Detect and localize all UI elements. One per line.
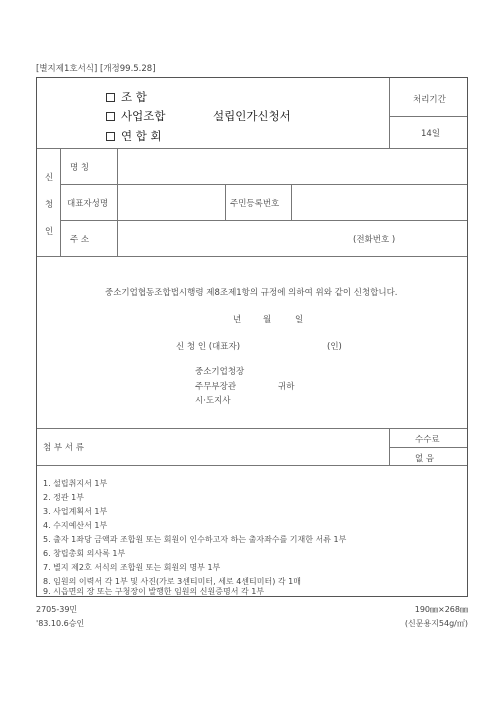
divider bbox=[37, 428, 467, 429]
attachment-item: 2. 정관 1부 bbox=[43, 493, 84, 502]
representative-label: 대표자성명 bbox=[67, 199, 109, 209]
form-title: 설립인가신청서 bbox=[213, 109, 291, 123]
checkbox[interactable] bbox=[106, 112, 115, 121]
divider bbox=[37, 465, 467, 466]
divider bbox=[60, 220, 467, 221]
footer-approval: '83.10.6승인 bbox=[36, 619, 85, 628]
footer-paper-type: (신문용지54g/㎡) bbox=[404, 619, 468, 628]
addressee-sme-administrator: 중소기업청장 bbox=[195, 367, 245, 377]
applicant-side-char: 인 bbox=[45, 227, 54, 237]
divider bbox=[291, 184, 292, 220]
checkbox[interactable] bbox=[106, 132, 115, 141]
divider bbox=[37, 148, 467, 149]
date-month-label: 월 bbox=[263, 315, 272, 325]
statement-text: 중소기업협동조합법시행령 제8조제1항의 규정에 의하여 위와 같이 신청합니다. bbox=[105, 288, 398, 298]
resident-id-field[interactable] bbox=[293, 186, 465, 218]
option-business-union: 사업조합 bbox=[106, 108, 165, 124]
footer-form-code: 2705-39민 bbox=[36, 605, 78, 614]
addressee-governor: 시·도지사 bbox=[195, 396, 231, 406]
address-field[interactable] bbox=[119, 222, 349, 254]
date-year-label: 년 bbox=[233, 315, 242, 325]
divider bbox=[389, 428, 390, 465]
honorific-label: 귀하 bbox=[278, 382, 295, 392]
footer-paper-size: 190㎜×268㎜ bbox=[414, 605, 468, 614]
name-field[interactable] bbox=[119, 150, 387, 182]
resident-id-label: 주민등록번호 bbox=[230, 199, 280, 209]
name-label: 명 칭 bbox=[70, 163, 90, 173]
seal-mark: (인) bbox=[327, 342, 342, 352]
attachment-item: 8. 임원의 이력서 각 1부 및 사진(가로 3센티미터, 세로 4센티미터) 각 1매 bbox=[43, 577, 301, 586]
phone-label: (전화번호 ) bbox=[353, 235, 396, 245]
fee-value: 없 음 bbox=[415, 454, 435, 464]
divider bbox=[389, 116, 467, 117]
fee-label: 수수료 bbox=[415, 435, 440, 445]
processing-period-label: 처리기간 bbox=[413, 95, 446, 105]
representative-field[interactable] bbox=[119, 186, 223, 218]
address-label: 주 소 bbox=[70, 235, 90, 245]
checkbox[interactable] bbox=[106, 93, 115, 102]
divider bbox=[225, 184, 226, 220]
applicant-side-char: 신 bbox=[45, 173, 54, 183]
application-form bbox=[36, 77, 468, 597]
attachment-item: 6. 창립총회 의사록 1부 bbox=[43, 549, 126, 558]
date-day-label: 일 bbox=[295, 315, 304, 325]
divider bbox=[389, 78, 390, 148]
attachment-item: 9. 시읍면의 장 또는 구청장이 발행한 임원의 신원증명서 각 1부 bbox=[43, 587, 265, 596]
form-number: [별지제1호서식] [개정99.5.28] bbox=[36, 64, 156, 74]
option-federation: 연 합 회 bbox=[106, 128, 162, 144]
applicant-signature-label: 신 청 인 (대표자) bbox=[176, 342, 241, 352]
attachment-item: 7. 별지 제2호 서식의 조합원 또는 회원의 명부 1부 bbox=[43, 563, 221, 572]
attachment-item: 3. 사업계획서 1부 bbox=[43, 507, 108, 516]
attachments-label: 첨 부 서 류 bbox=[43, 443, 84, 453]
applicant-side-char: 청 bbox=[45, 200, 54, 210]
option-union: 조 합 bbox=[106, 89, 147, 105]
divider bbox=[60, 184, 467, 185]
processing-period-value: 14일 bbox=[421, 129, 441, 139]
divider bbox=[117, 148, 118, 256]
attachment-item: 4. 수지예산서 1부 bbox=[43, 521, 108, 530]
attachment-item: 5. 출자 1좌당 금액과 조합원 또는 회원이 인수하고자 하는 출자좌수를 기재한 서류 1부 bbox=[43, 535, 347, 544]
divider bbox=[60, 148, 61, 256]
divider bbox=[37, 256, 467, 257]
addressee-minister: 주무부장관 bbox=[195, 382, 237, 392]
divider bbox=[389, 447, 467, 448]
attachment-item: 1. 설립취지서 1부 bbox=[43, 479, 108, 488]
